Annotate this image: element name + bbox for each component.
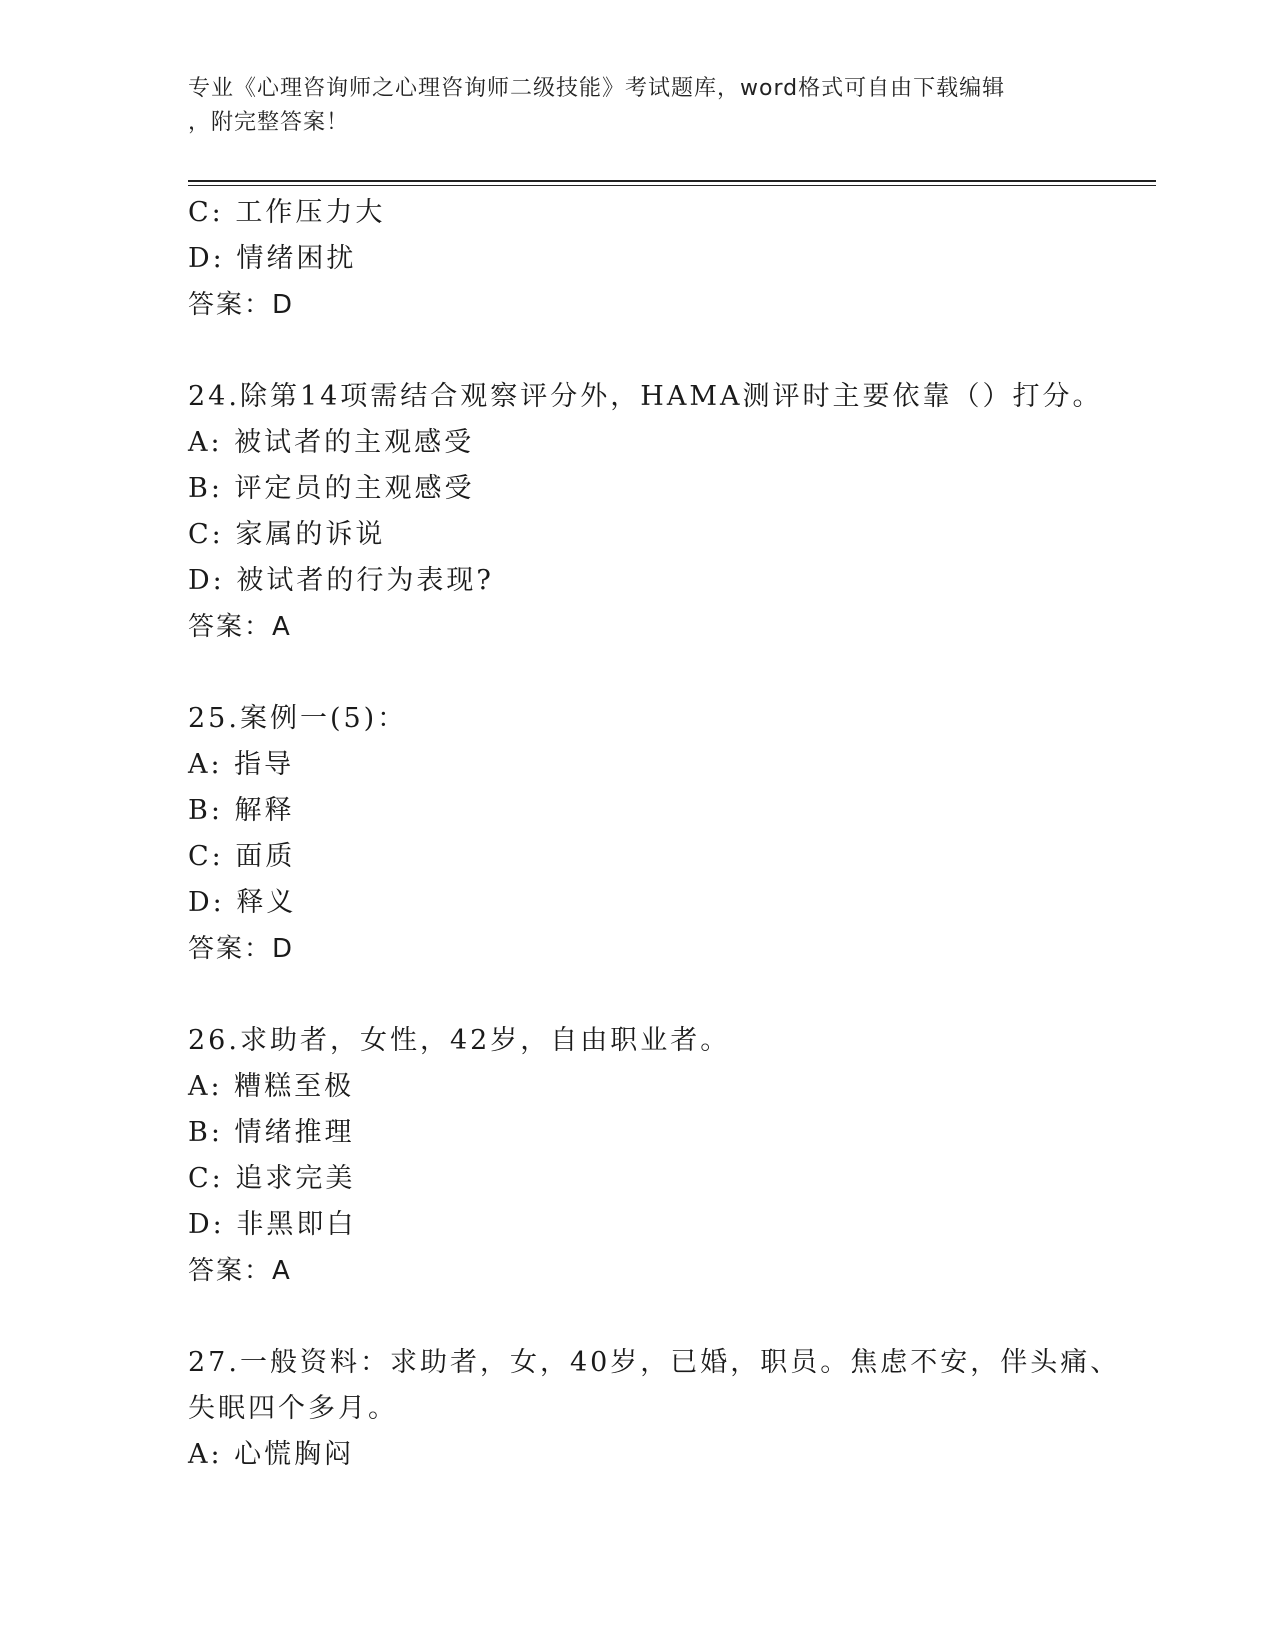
header-divider-thin bbox=[188, 185, 1156, 186]
option-b: B: 情绪推理 bbox=[188, 1117, 355, 1148]
option-d: D: 释义 bbox=[188, 887, 297, 918]
option-d: D: 被试者的行为表现? bbox=[188, 565, 494, 596]
answer-line: 答案：D bbox=[188, 290, 295, 320]
option-a: A: 指导 bbox=[188, 749, 295, 780]
document-header bbox=[188, 72, 1088, 140]
option-c: C: 家属的诉说 bbox=[188, 519, 386, 550]
header-title-line-continued: ，附完整答案！ bbox=[188, 110, 350, 135]
question-block-25 bbox=[188, 696, 1088, 972]
option-c: C: 追求完美 bbox=[188, 1163, 356, 1194]
option-c: C: 工作压力大 bbox=[188, 197, 386, 228]
option-a: A: 糟糕至极 bbox=[188, 1071, 355, 1102]
spacer bbox=[188, 328, 1088, 374]
answer-line: 答案：A bbox=[188, 1256, 292, 1286]
option-d: D: 情绪困扰 bbox=[188, 243, 357, 274]
option-c: C: 面质 bbox=[188, 841, 296, 872]
spacer bbox=[188, 972, 1088, 1018]
option-a: A: 被试者的主观感受 bbox=[188, 427, 475, 458]
spacer bbox=[188, 1294, 1088, 1340]
option-b: B: 评定员的主观感受 bbox=[188, 473, 475, 504]
header-divider-thick bbox=[188, 180, 1156, 182]
option-b: B: 解释 bbox=[188, 795, 295, 826]
answer-line: 答案：D bbox=[188, 934, 295, 964]
option-a: A: 心慌胸闷 bbox=[188, 1439, 355, 1470]
question-stem: 26.求助者，女性，42岁，自由职业者。 bbox=[188, 1025, 731, 1056]
spacer bbox=[188, 650, 1088, 696]
question-list bbox=[188, 190, 1121, 1478]
question-stem-continued: 失眠四个多月。 bbox=[188, 1393, 398, 1424]
question-block-24 bbox=[188, 374, 1103, 650]
answer-line: 答案：A bbox=[188, 612, 292, 642]
question-block-23-continued bbox=[188, 190, 1088, 328]
question-block-26 bbox=[188, 1018, 1088, 1294]
question-stem: 25.案例一(5)： bbox=[188, 703, 408, 734]
question-stem: 24.除第14项需结合观察评分外，HAMA测评时主要依靠（）打分。 bbox=[188, 381, 1103, 412]
question-block-27 bbox=[188, 1340, 1121, 1478]
question-stem: 27.一般资料：求助者，女，40岁，已婚，职员。焦虑不安，伴头痛、 bbox=[188, 1347, 1121, 1378]
option-d: D: 非黑即白 bbox=[188, 1209, 357, 1240]
header-title-line: 专业《心理咨询师之心理咨询师二级技能》考试题库，word格式可自由下载编辑 bbox=[188, 76, 1006, 101]
